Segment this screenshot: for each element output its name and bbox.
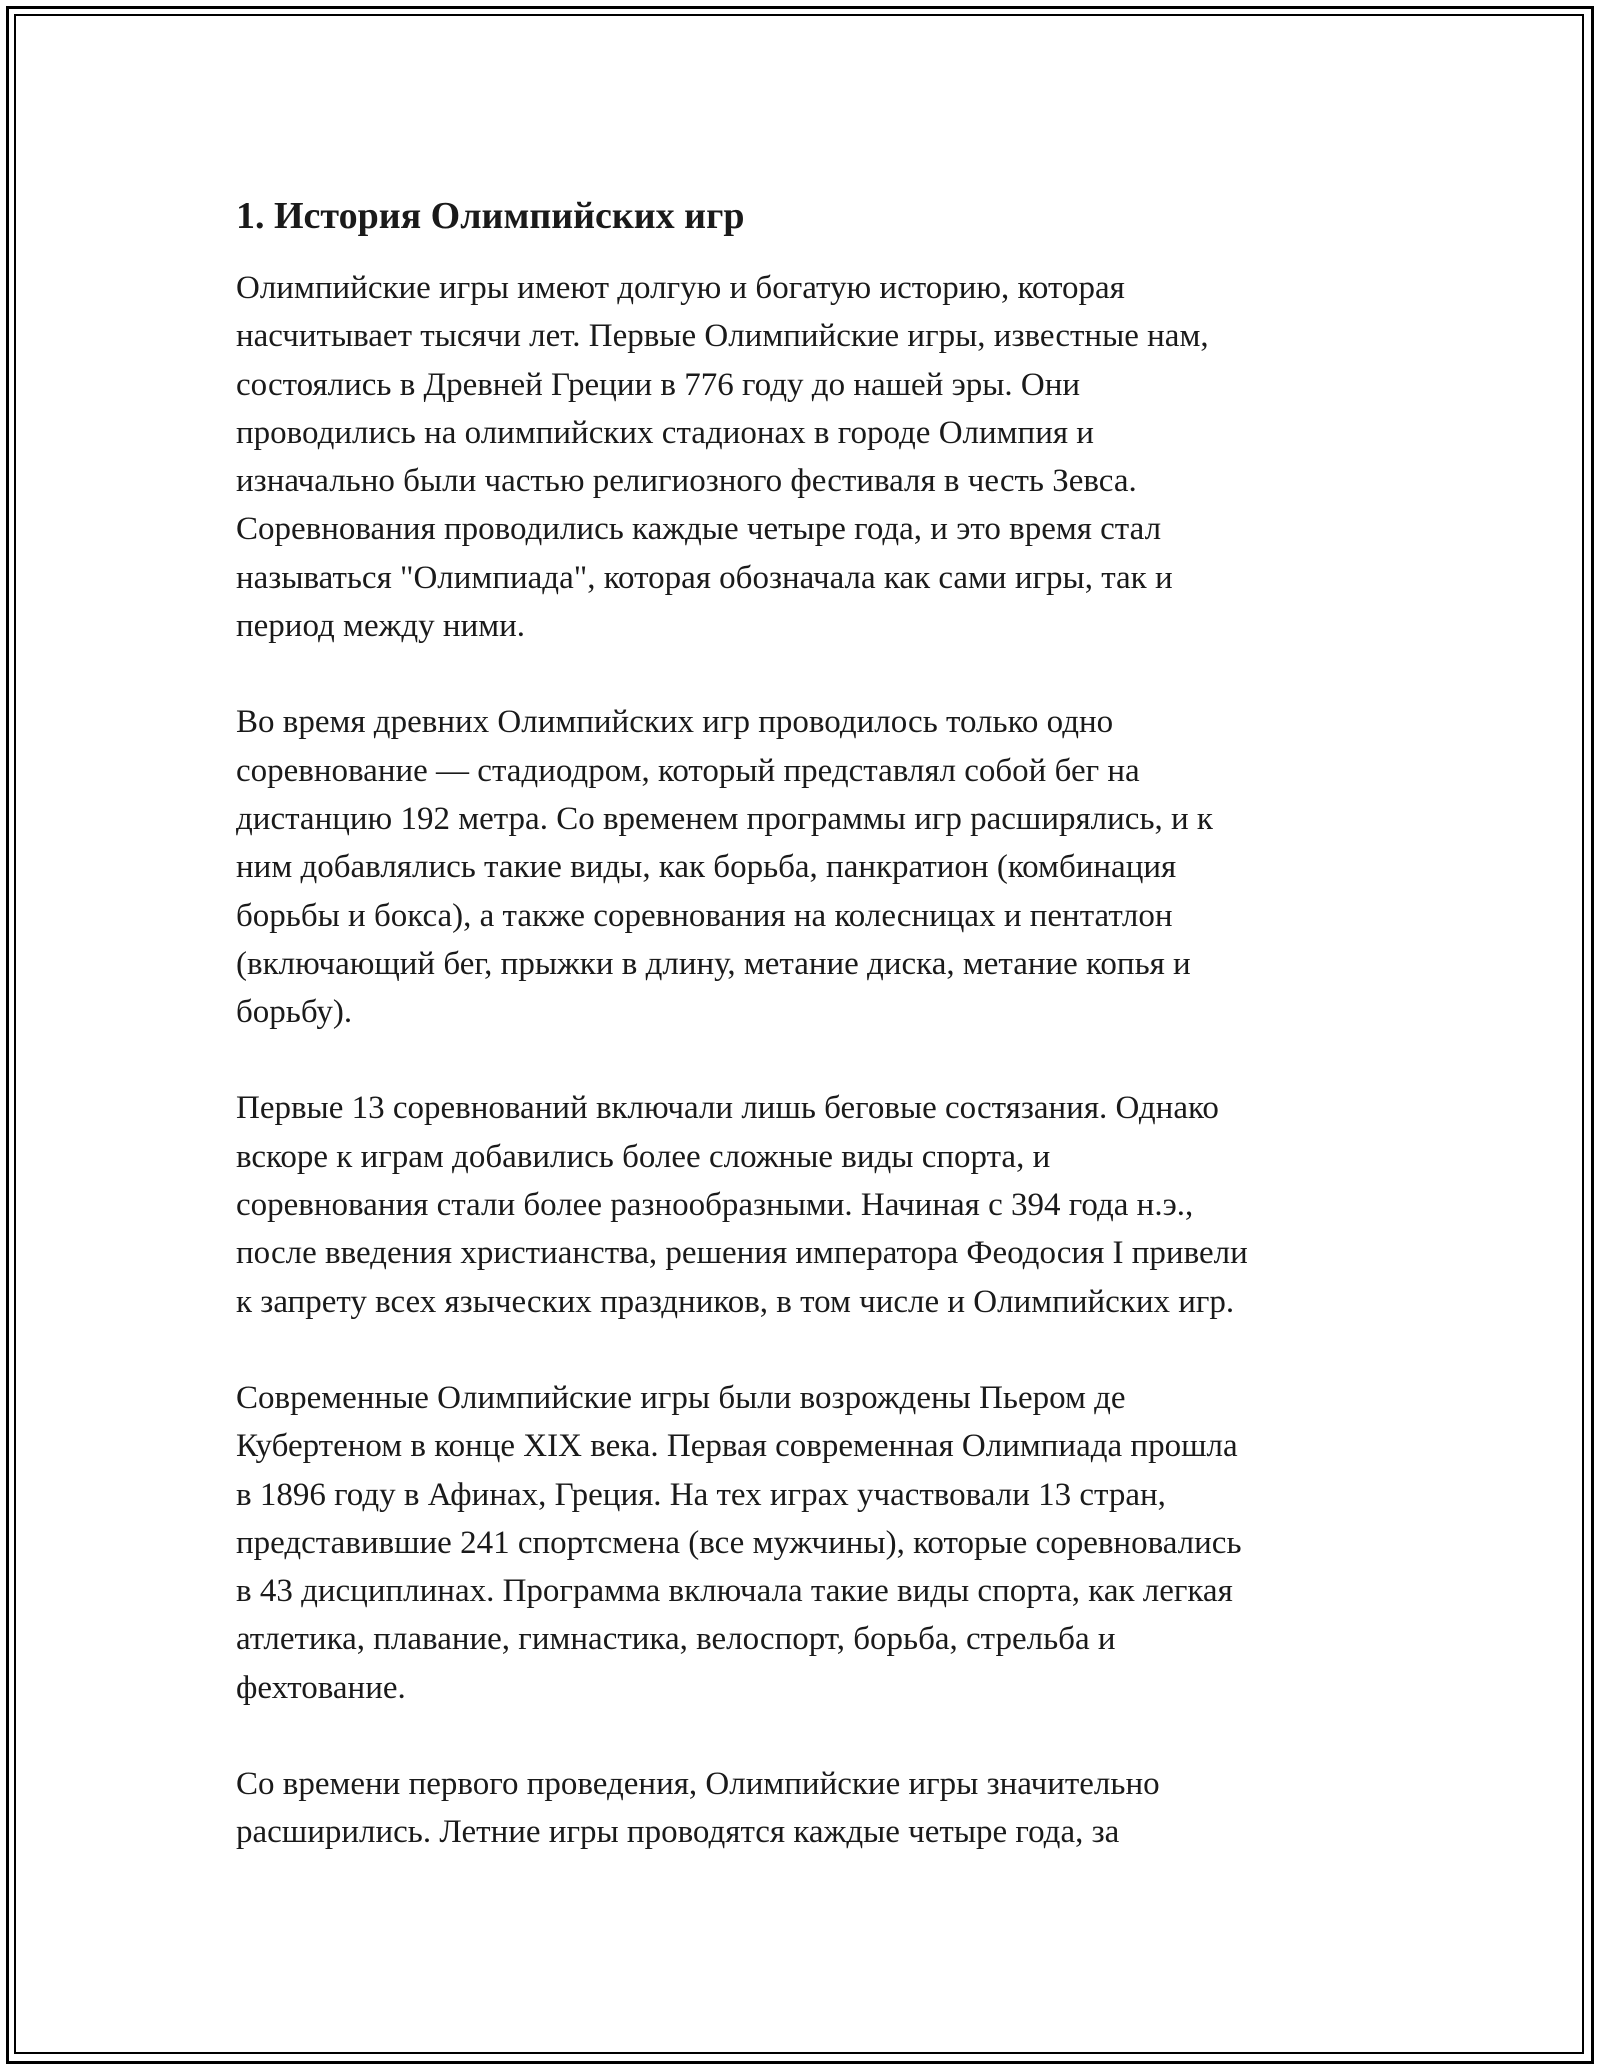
text-line: период между ними.: [236, 608, 526, 645]
text-line: в 1896 году в Афинах, Греция. На тех играх участвовали 13 стран,: [236, 1476, 1166, 1513]
text-line: борьбы и бокса), а также соревнования на колесницах и пентатлон: [236, 897, 1173, 934]
text-line: атлетика, плавание, гимнастика, велоспорт, борьба, стрельба и: [236, 1621, 1116, 1658]
paragraph-1: [236, 264, 1386, 650]
text-line: насчитывает тысячи лет. Первые Олимпийские игры, известные нам,: [236, 318, 1209, 355]
text-line: фехтование.: [236, 1669, 406, 1706]
text-line: соревнования стали более разнообразными. Начиная с 394 года н.э.,: [236, 1187, 1194, 1224]
text-line: после введения христианства, решения императора Феодосия I привели: [236, 1235, 1248, 1272]
text-line: вскоре к играм добавились более сложные виды спорта, и: [236, 1138, 1051, 1175]
text-line: Первые 13 соревнований включали лишь беговые состязания. Однако: [236, 1090, 1219, 1127]
section-heading: 1. История Олимпийских игр: [236, 195, 745, 237]
text-line: ним добавлялись такие виды, как борьба, панкратион (комбинация: [236, 849, 1177, 886]
text-line: борьбу).: [236, 994, 353, 1031]
text-line: соревнование — стадиодром, который представлял собой бег на: [236, 752, 1140, 789]
paragraph-2: [236, 698, 1386, 1036]
paragraph-3: [236, 1084, 1386, 1325]
text-line: расширились. Летние игры проводятся каждые четыре года, за: [236, 1814, 1120, 1851]
text-line: Олимпийские игры имеют долгую и богатую историю, которая: [236, 270, 1125, 306]
text-line: Кубертеном в конце XIX века. Первая современная Олимпиада прошла: [236, 1428, 1238, 1465]
text-line: состоялись в Древней Греции в 776 году до нашей эры. Они: [236, 366, 1081, 403]
text-line: (включающий бег, прыжки в длину, метание диска, метание копья и: [236, 945, 1191, 982]
text-line: в 43 дисциплинах. Программа включала такие виды спорта, как легкая: [236, 1573, 1233, 1610]
text-line: Соревнования проводились каждые четыре года, и это время стал: [236, 511, 1162, 548]
paragraph-4: [236, 1374, 1386, 1712]
text-line: дистанцию 192 метра. Со временем программы игр расширялись, и к: [236, 800, 1213, 837]
text-line: к запрету всех языческих праздников, в том числе и Олимпийских игр.: [236, 1283, 1235, 1320]
text-line: проводились на олимпийских стадионах в городе Олимпия и: [236, 414, 1094, 451]
text-line: Со времени первого проведения, Олимпийские игры значительно: [236, 1766, 1160, 1803]
paragraphs-container: [236, 264, 1386, 1857]
text-line: называться "Олимпиада", которая обозначала как сами игры, так и: [236, 559, 1173, 596]
text-line: представившие 241 спортсмена (все мужчины), которые соревновались: [236, 1524, 1242, 1561]
document-body: [236, 180, 1386, 1905]
text-line: изначально были частью религиозного фестиваля в честь Зевса.: [236, 463, 1137, 500]
text-line: Современные Олимпийские игры были возрождены Пьером де: [236, 1379, 1126, 1416]
paragraph-5: [236, 1760, 1386, 1857]
text-line: Во время древних Олимпийских игр проводилось только одно: [236, 704, 1114, 741]
